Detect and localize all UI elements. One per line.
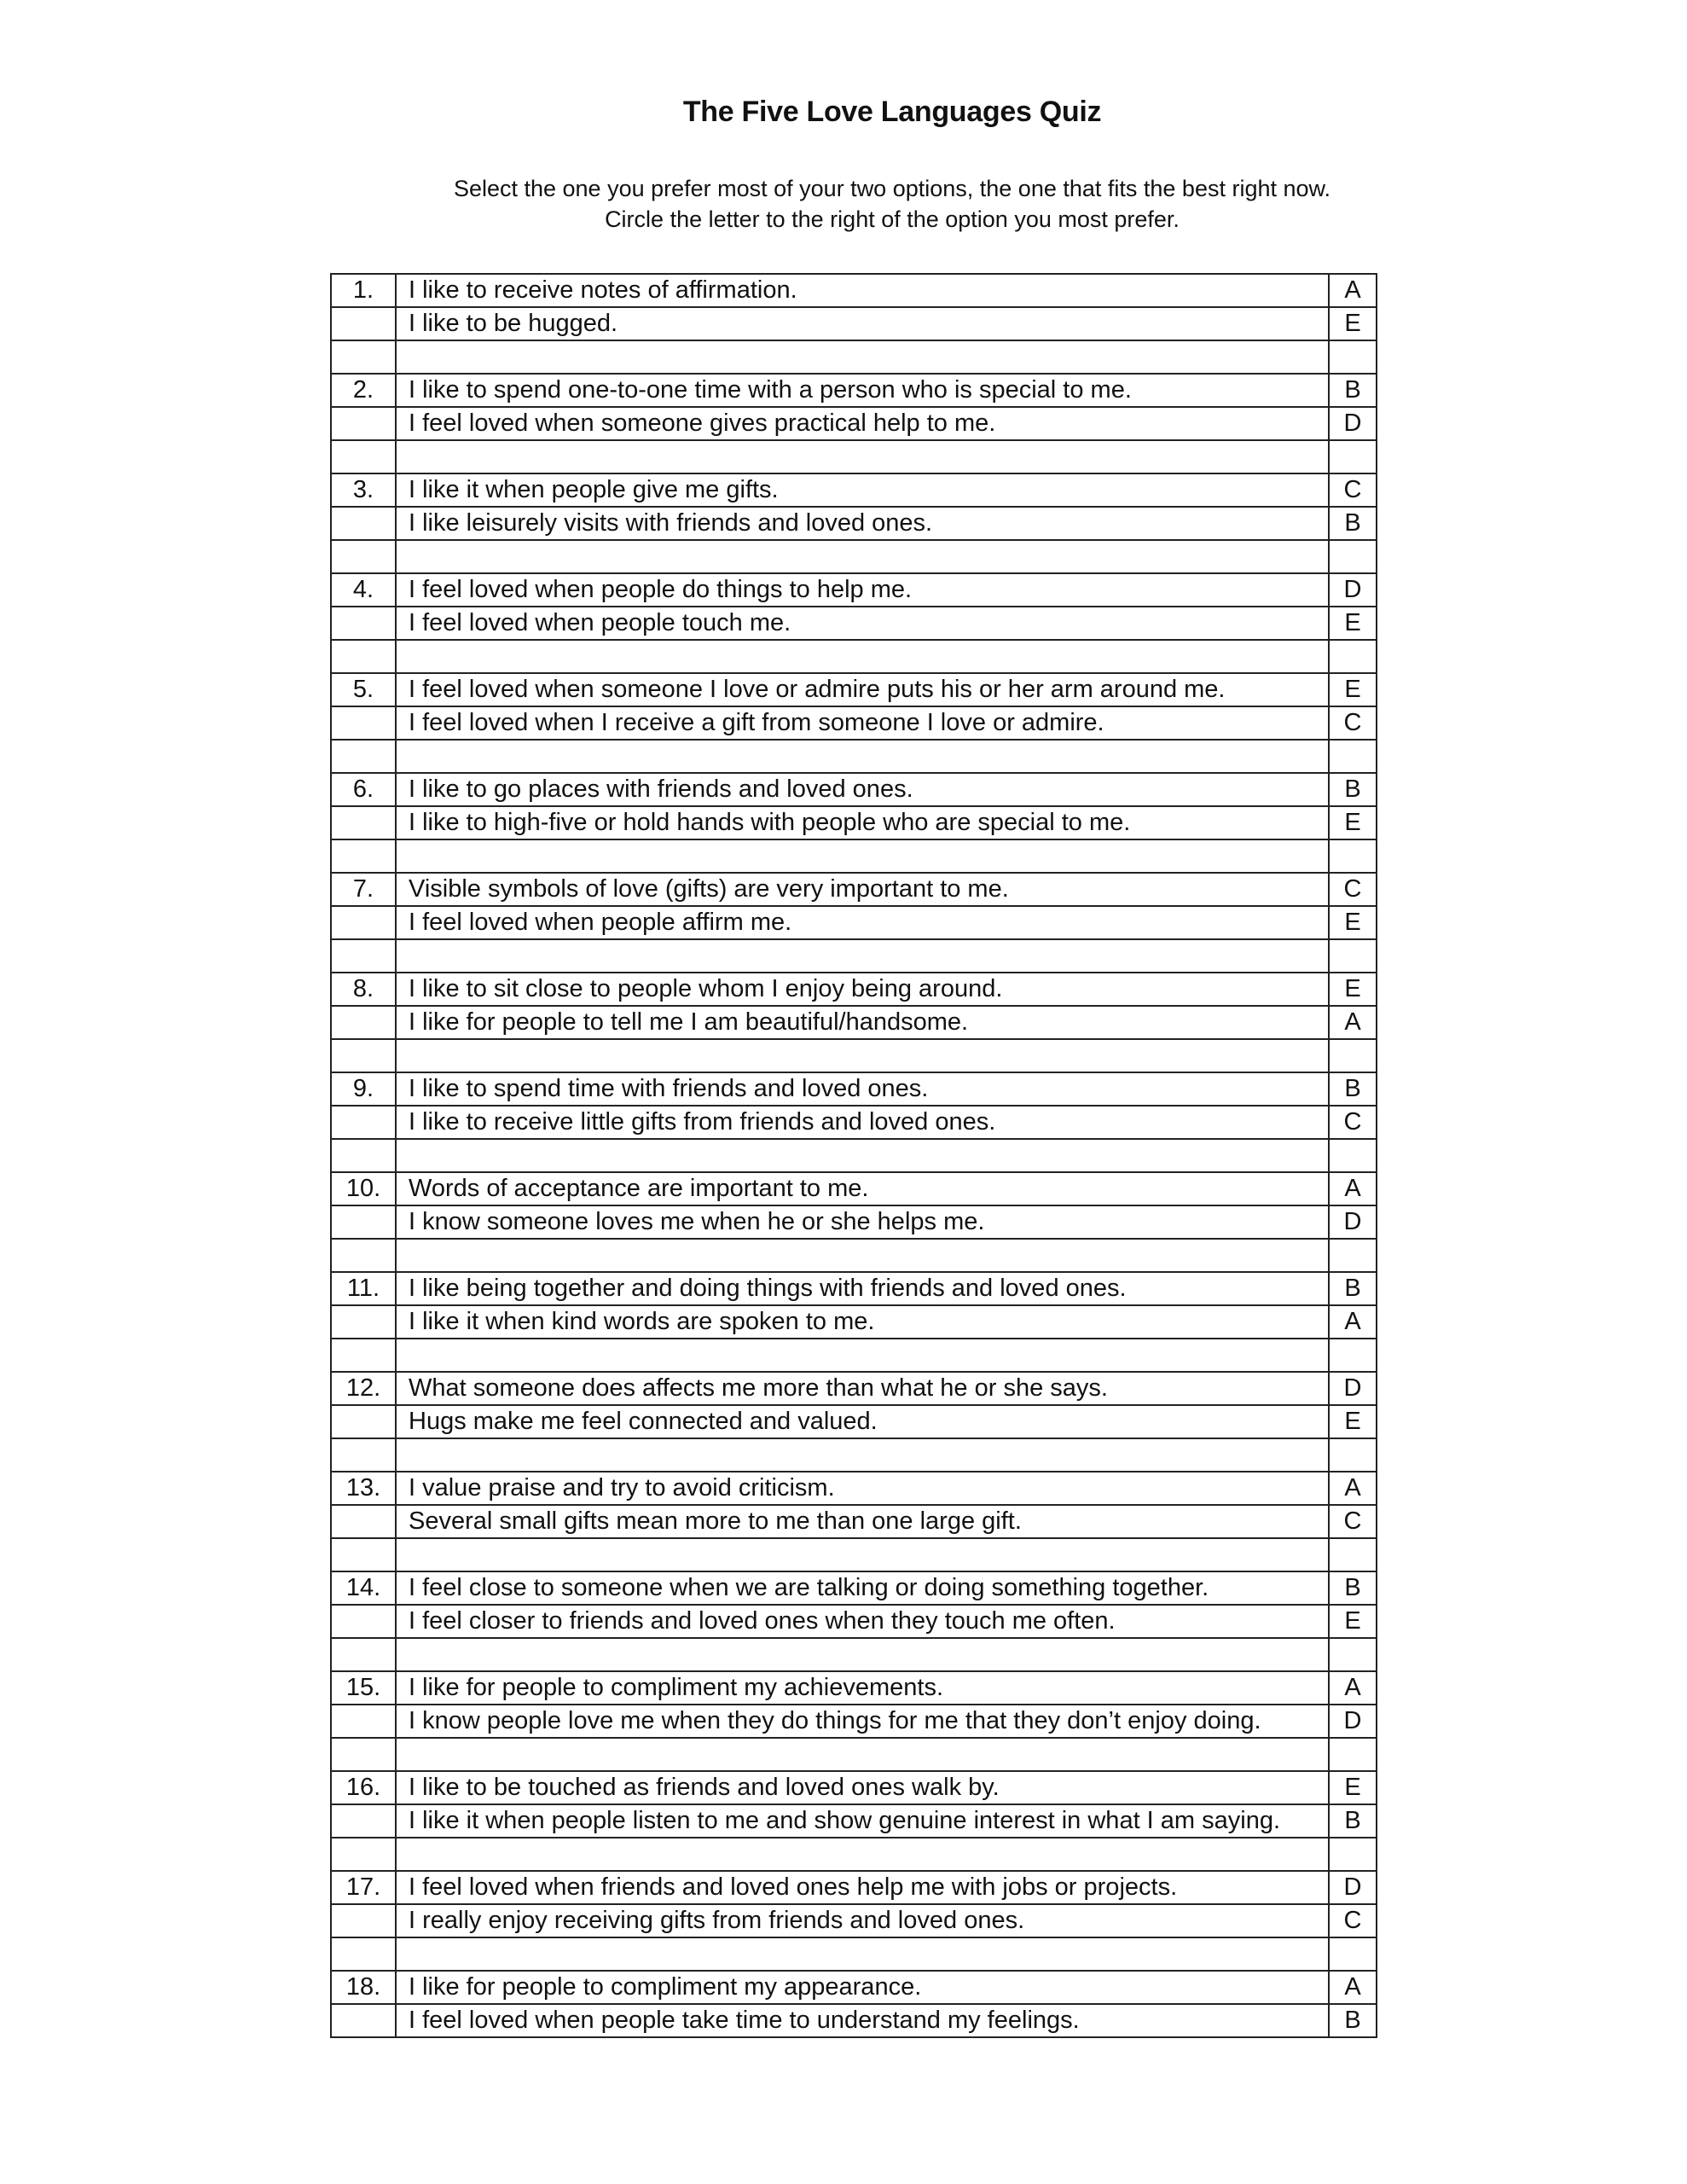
question-number: 1. — [331, 274, 396, 307]
question-number — [331, 307, 396, 340]
spacer-cell — [331, 1538, 396, 1571]
option-letter[interactable]: C — [1329, 473, 1377, 507]
question-number: 11. — [331, 1272, 396, 1305]
option-text: I feel loved when people do things to help me. — [396, 573, 1329, 607]
option-text: Words of acceptance are important to me. — [396, 1172, 1329, 1205]
option-text: I like to receive notes of affirmation. — [396, 274, 1329, 307]
spacer-cell — [1329, 1538, 1377, 1571]
option-text: I feel loved when I receive a gift from someone I love or admire. — [396, 706, 1329, 740]
question-option-row — [331, 1804, 1377, 1838]
quiz-body — [331, 274, 1377, 2037]
question-option-row — [331, 873, 1377, 906]
question-option-row — [331, 374, 1377, 407]
option-letter[interactable]: E — [1329, 906, 1377, 939]
option-letter[interactable]: D — [1329, 1372, 1377, 1405]
spacer-row — [331, 1438, 1377, 1472]
question-option-row — [331, 2004, 1377, 2037]
spacer-cell — [396, 1139, 1329, 1172]
option-text: I like to be touched as friends and loved ones walk by. — [396, 1771, 1329, 1804]
question-number — [331, 1904, 396, 1937]
question-option-row — [331, 1871, 1377, 1904]
spacer-cell — [1329, 1937, 1377, 1971]
option-text: I like being together and doing things with friends and loved ones. — [396, 1272, 1329, 1305]
question-option-row — [331, 1072, 1377, 1106]
spacer-cell — [396, 740, 1329, 773]
spacer-cell — [396, 1039, 1329, 1072]
question-number: 6. — [331, 773, 396, 806]
question-option-row — [331, 573, 1377, 607]
question-option-row — [331, 1505, 1377, 1538]
spacer-row — [331, 740, 1377, 773]
spacer-cell — [331, 1239, 396, 1272]
spacer-cell — [331, 740, 396, 773]
option-text: I like to high-five or hold hands with people who are special to me. — [396, 806, 1329, 839]
option-text: Visible symbols of love (gifts) are very important to me. — [396, 873, 1329, 906]
option-text: I know someone loves me when he or she helps me. — [396, 1205, 1329, 1239]
question-option-row — [331, 1305, 1377, 1339]
spacer-cell — [331, 640, 396, 673]
question-option-row — [331, 1605, 1377, 1638]
question-option-row — [331, 973, 1377, 1006]
spacer-cell — [1329, 740, 1377, 773]
option-text: I like for people to compliment my appearance. — [396, 1971, 1329, 2004]
spacer-cell — [331, 1937, 396, 1971]
option-letter[interactable]: E — [1329, 673, 1377, 706]
option-letter[interactable]: E — [1329, 1605, 1377, 1638]
option-text: I like to go places with friends and loved ones. — [396, 773, 1329, 806]
option-text: I feel loved when people touch me. — [396, 607, 1329, 640]
option-text: I like it when people listen to me and show genuine interest in what I am saying. — [396, 1804, 1329, 1838]
spacer-row — [331, 1738, 1377, 1771]
question-number — [331, 1705, 396, 1738]
spacer-cell — [396, 1638, 1329, 1671]
instructions — [0, 173, 1687, 235]
option-text: I feel loved when people take time to understand my feelings. — [396, 2004, 1329, 2037]
option-text: I like to spend one-to-one time with a person who is special to me. — [396, 374, 1329, 407]
question-number — [331, 1605, 396, 1638]
question-option-row — [331, 1106, 1377, 1139]
spacer-cell — [331, 939, 396, 973]
spacer-row — [331, 540, 1377, 573]
option-letter[interactable]: E — [1329, 1405, 1377, 1438]
question-number — [331, 1006, 396, 1039]
option-letter[interactable]: A — [1329, 1971, 1377, 2004]
spacer-row — [331, 1039, 1377, 1072]
option-text: I feel loved when friends and loved ones help me with jobs or projects. — [396, 1871, 1329, 1904]
question-option-row — [331, 1205, 1377, 1239]
option-letter[interactable]: B — [1329, 1272, 1377, 1305]
question-option-row — [331, 307, 1377, 340]
spacer-row — [331, 1239, 1377, 1272]
spacer-cell — [396, 1538, 1329, 1571]
question-option-row — [331, 407, 1377, 440]
question-option-row — [331, 806, 1377, 839]
option-letter[interactable]: A — [1329, 1472, 1377, 1505]
spacer-cell — [1329, 340, 1377, 374]
option-letter[interactable]: D — [1329, 407, 1377, 440]
question-number — [331, 1804, 396, 1838]
spacer-cell — [396, 1438, 1329, 1472]
option-text: I feel loved when someone I love or admire puts his or her arm around me. — [396, 673, 1329, 706]
option-letter[interactable]: B — [1329, 507, 1377, 540]
spacer-cell — [1329, 1239, 1377, 1272]
option-letter[interactable]: D — [1329, 1705, 1377, 1738]
option-text: I like to be hugged. — [396, 307, 1329, 340]
option-text: I feel closer to friends and loved ones when they touch me often. — [396, 1605, 1329, 1638]
question-number: 13. — [331, 1472, 396, 1505]
option-text: I feel loved when someone gives practical help to me. — [396, 407, 1329, 440]
question-number: 15. — [331, 1671, 396, 1705]
spacer-cell — [331, 1438, 396, 1472]
option-letter[interactable]: E — [1329, 806, 1377, 839]
spacer-cell — [1329, 839, 1377, 873]
question-option-row — [331, 1172, 1377, 1205]
spacer-cell — [1329, 939, 1377, 973]
option-letter[interactable]: B — [1329, 1571, 1377, 1605]
option-text: I feel close to someone when we are talking or doing something together. — [396, 1571, 1329, 1605]
question-number: 9. — [331, 1072, 396, 1106]
option-text: I really enjoy receiving gifts from friends and loved ones. — [396, 1904, 1329, 1937]
spacer-row — [331, 839, 1377, 873]
spacer-cell — [331, 1139, 396, 1172]
option-text: I like to receive little gifts from friends and loved ones. — [396, 1106, 1329, 1139]
option-text: I know people love me when they do things for me that they don’t enjoy doing. — [396, 1705, 1329, 1738]
spacer-cell — [331, 340, 396, 374]
option-letter[interactable]: A — [1329, 1006, 1377, 1039]
question-number — [331, 1106, 396, 1139]
spacer-cell — [1329, 1738, 1377, 1771]
spacer-cell — [1329, 640, 1377, 673]
spacer-cell — [396, 1239, 1329, 1272]
question-number — [331, 507, 396, 540]
option-letter[interactable]: B — [1329, 2004, 1377, 2037]
spacer-row — [331, 1339, 1377, 1372]
question-number: 12. — [331, 1372, 396, 1405]
spacer-row — [331, 1838, 1377, 1871]
spacer-cell — [1329, 1438, 1377, 1472]
option-text: Hugs make me feel connected and valued. — [396, 1405, 1329, 1438]
spacer-row — [331, 340, 1377, 374]
question-option-row — [331, 773, 1377, 806]
spacer-cell — [1329, 540, 1377, 573]
option-text: I value praise and try to avoid criticism. — [396, 1472, 1329, 1505]
option-letter[interactable]: C — [1329, 706, 1377, 740]
spacer-row — [331, 440, 1377, 473]
spacer-cell — [396, 640, 1329, 673]
spacer-cell — [1329, 1638, 1377, 1671]
option-letter[interactable]: A — [1329, 1172, 1377, 1205]
question-option-row — [331, 1372, 1377, 1405]
spacer-cell — [1329, 1339, 1377, 1372]
option-text: I like to spend time with friends and loved ones. — [396, 1072, 1329, 1106]
spacer-cell — [396, 540, 1329, 573]
question-option-row — [331, 673, 1377, 706]
spacer-cell — [331, 1838, 396, 1871]
question-number: 16. — [331, 1771, 396, 1804]
question-number: 5. — [331, 673, 396, 706]
option-text: I feel loved when people affirm me. — [396, 906, 1329, 939]
spacer-row — [331, 1139, 1377, 1172]
question-number: 14. — [331, 1571, 396, 1605]
spacer-cell — [396, 1339, 1329, 1372]
question-number: 7. — [331, 873, 396, 906]
page-title: The Five Love Languages Quiz — [682, 96, 1102, 128]
option-letter[interactable]: C — [1329, 1106, 1377, 1139]
option-letter[interactable]: E — [1329, 1771, 1377, 1804]
option-letter[interactable]: E — [1329, 307, 1377, 340]
question-number: 4. — [331, 573, 396, 607]
spacer-row — [331, 1538, 1377, 1571]
quiz-table — [330, 273, 1377, 2038]
spacer-row — [331, 1638, 1377, 1671]
question-option-row — [331, 1272, 1377, 1305]
question-number — [331, 1205, 396, 1239]
instruction-line: Select the one you prefer most of your two options, the one that fits the best right now. — [453, 176, 1331, 201]
spacer-cell — [396, 1738, 1329, 1771]
question-number: 17. — [331, 1871, 396, 1904]
question-option-row — [331, 1971, 1377, 2004]
question-number — [331, 607, 396, 640]
question-option-row — [331, 706, 1377, 740]
question-number — [331, 706, 396, 740]
question-number — [331, 1305, 396, 1339]
spacer-cell — [1329, 1039, 1377, 1072]
question-number: 10. — [331, 1172, 396, 1205]
question-number — [331, 906, 396, 939]
question-option-row — [331, 1904, 1377, 1937]
spacer-cell — [331, 440, 396, 473]
question-number: 3. — [331, 473, 396, 507]
option-letter[interactable]: C — [1329, 1505, 1377, 1538]
question-option-row — [331, 1671, 1377, 1705]
option-letter[interactable]: D — [1329, 1871, 1377, 1904]
question-number: 8. — [331, 973, 396, 1006]
instruction-line: Circle the letter to the right of the option you most prefer. — [605, 206, 1180, 232]
spacer-cell — [396, 1937, 1329, 1971]
option-letter[interactable]: E — [1329, 607, 1377, 640]
option-text: Several small gifts mean more to me than one large gift. — [396, 1505, 1329, 1538]
question-number — [331, 806, 396, 839]
option-text: What someone does affects me more than what he or she says. — [396, 1372, 1329, 1405]
question-number — [331, 1405, 396, 1438]
spacer-cell — [396, 839, 1329, 873]
question-option-row — [331, 1771, 1377, 1804]
spacer-cell — [331, 1738, 396, 1771]
spacer-cell — [1329, 440, 1377, 473]
spacer-row — [331, 939, 1377, 973]
spacer-cell — [331, 1638, 396, 1671]
spacer-cell — [331, 839, 396, 873]
option-letter[interactable]: A — [1329, 1305, 1377, 1339]
option-letter[interactable]: A — [1329, 274, 1377, 307]
question-number — [331, 407, 396, 440]
option-text: I like for people to tell me I am beautiful/handsome. — [396, 1006, 1329, 1039]
option-letter[interactable]: A — [1329, 1671, 1377, 1705]
question-number — [331, 2004, 396, 2037]
spacer-row — [331, 640, 1377, 673]
spacer-cell — [396, 340, 1329, 374]
option-letter[interactable]: C — [1329, 1904, 1377, 1937]
question-number: 2. — [331, 374, 396, 407]
question-number — [331, 1505, 396, 1538]
option-letter[interactable]: D — [1329, 1205, 1377, 1239]
spacer-cell — [396, 440, 1329, 473]
question-option-row — [331, 1472, 1377, 1505]
question-number: 18. — [331, 1971, 396, 2004]
question-option-row — [331, 906, 1377, 939]
spacer-cell — [331, 1339, 396, 1372]
question-option-row — [331, 1006, 1377, 1039]
question-option-row — [331, 1571, 1377, 1605]
question-option-row — [331, 1705, 1377, 1738]
spacer-cell — [1329, 1838, 1377, 1871]
question-option-row — [331, 607, 1377, 640]
option-text: I like it when people give me gifts. — [396, 473, 1329, 507]
option-text: I like leisurely visits with friends and loved ones. — [396, 507, 1329, 540]
spacer-cell — [396, 1838, 1329, 1871]
question-option-row — [331, 473, 1377, 507]
question-option-row — [331, 507, 1377, 540]
question-option-row — [331, 1405, 1377, 1438]
option-letter[interactable]: B — [1329, 773, 1377, 806]
spacer-cell — [1329, 1139, 1377, 1172]
spacer-row — [331, 1937, 1377, 1971]
option-text: I like it when kind words are spoken to me. — [396, 1305, 1329, 1339]
option-text: I like for people to compliment my achievements. — [396, 1671, 1329, 1705]
spacer-cell — [331, 1039, 396, 1072]
spacer-cell — [396, 939, 1329, 973]
question-option-row — [331, 274, 1377, 307]
option-letter[interactable]: B — [1329, 1072, 1377, 1106]
option-letter[interactable]: C — [1329, 873, 1377, 906]
option-text: I like to sit close to people whom I enjoy being around. — [396, 973, 1329, 1006]
option-letter[interactable]: E — [1329, 973, 1377, 1006]
option-letter[interactable]: D — [1329, 573, 1377, 607]
option-letter[interactable]: B — [1329, 1804, 1377, 1838]
option-letter[interactable]: B — [1329, 374, 1377, 407]
spacer-cell — [331, 540, 396, 573]
